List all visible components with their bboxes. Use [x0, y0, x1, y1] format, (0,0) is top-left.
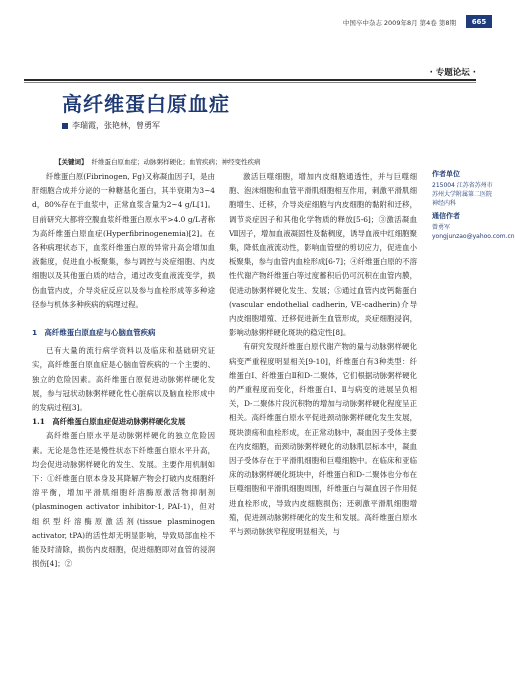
- authors: 李瑞霞，张艳林，曾勇军: [72, 121, 160, 130]
- body-column-right: [229, 170, 417, 539]
- paragraph: 有研究发现纤维蛋白原代谢产物的量与动脉粥样硬化病变严重程度明显相关[9-10]，纤维蛋白有3种类型：纤维蛋白Ⅰ、纤维蛋白Ⅱ和D-二聚体，它们根据动脉粥样硬化的严重程度而变化，纤维蛋白Ⅰ、Ⅱ与病变的进展呈负相关，D-二聚体片段沉积物的增加与动脉粥样硬化程度呈正相关。高纤维蛋白原水平促进颈动脉粥样硬化发生发展，斑块溃疡和血栓形成，在正常动脉中，凝血因子受体主要在内皮细胞，而颈动脉粥样硬化的动脉肌层标本中，凝血因子受体存在于平滑肌细胞和巨噬细胞中。在临床和亚临床的动脉粥样硬化斑块中，纤维蛋白和D-二聚体也分布在巨噬细胞和平滑肌细胞周围，纤维蛋白与凝血因子作用促进血栓形成，导致内皮细胞损伤；还刺激平滑肌细胞增殖，促进颈动脉粥样硬化的发生和发展。高纤维蛋白原水平与颈动脉狭窄程度明显相关，与: [229, 342, 417, 537]
- header-rule-thin: [24, 82, 476, 83]
- affiliation-line: 苏州大学附属第二医院: [432, 191, 493, 198]
- affiliation-label: 作者单位: [432, 170, 460, 178]
- author-sidebar: [432, 170, 515, 241]
- header-rule: [24, 79, 476, 81]
- correspondence-label: 通信作者: [432, 212, 460, 220]
- page-number-badge: 665: [466, 15, 492, 28]
- paragraph: 已有大量的流行病学资料以及临床和基础研究证实，高纤维蛋白原血症是心脑血管疾病的一个主要的、独立的危险因素。高纤维蛋白原促进动脉粥样硬化发展，参与冠状动脉粥样硬化性心脏病以及脑血栓形成中的发病过程[3]。: [32, 346, 215, 413]
- correspondence-name: 曾勇军: [432, 224, 451, 231]
- authors-line: [62, 120, 160, 131]
- keywords-label: 【关键词】: [55, 158, 88, 166]
- square-bullet-icon: [62, 123, 68, 129]
- keywords: [55, 157, 445, 166]
- subsection-heading: 1.1 高纤维蛋白原血症促进动脉粥样硬化发展: [32, 417, 186, 427]
- paragraph: 高纤维蛋白原水平是动脉粥样硬化的独立危险因素。无论是急性还是慢性状态下纤维蛋白原水平升高，均会促进动脉粥样硬化的发生、发展。主要作用机制如下：①纤维蛋白原本身及其降解产物会打破内皮细胞纤溶平衡，增加平滑肌细胞纤溶酶原激活物抑制剂(plasminogen activator inhibitor-1, PAI-1)，但对组织型纤溶酶原激活剂(tissue plasminogen activator, tPA)的活性却无明显影响，导致局部血栓不能及时清除，损伤内皮细胞，促进细胞即对血管的浸润损伤[4]；②: [32, 431, 215, 569]
- body-column-left: [32, 170, 215, 571]
- keywords-text: 纤维蛋白原血症；动脉粥样硬化；血管疾病；神经变性疾病: [91, 158, 261, 166]
- journal-info: 中国卒中杂志 2009年8月 第4卷 第8期: [342, 19, 456, 27]
- correspondence-email[interactable]: yongjunzao@yahoo.com.cn: [432, 233, 515, 240]
- section-heading: 1 高纤维蛋白原血症与心脑血管疾病: [32, 328, 156, 338]
- column-tag: · 专题论坛 ·: [429, 68, 476, 78]
- paragraph: 激活巨噬细胞，增加内皮细胞通透性，并与巨噬细胞、泡沫细胞和血管平滑肌细胞相互作用，刺激平滑肌细胞增生、迁移，介导炎症细胞与内皮细胞的黏附和迁移，调节炎症因子和其他化学物质的释放[5-6]；③激活凝血Ⅶ因子，增加血液凝固性及黏稠度，诱导血液中红细胞聚集，降低血液流动性，影响血管壁的剪切应力，促进血小板聚集，参与血管内血栓形成[6-7]；④纤维蛋白原的不溶性代谢产物纤维蛋白等过度蓄积后仍可沉积在血管内膜，促进动脉粥样硬化发生、发展；⑤通过血管内皮钙黏蛋白(vascular endothelial cadherin, VE-cadherin)介导内皮细胞增殖、迁移促进新生血管形成，炎症细胞浸润，影响动脉粥样硬化斑块的稳定性[8]。: [229, 172, 417, 338]
- paragraph: 纤维蛋白原(Fibrinogen, Fg)又称凝血因子Ⅰ，是由肝细胞合成并分泌的一种糖基化蛋白，其半衰期为3~4 d，80%存在于血浆中，正常血浆含量为2~4 g/L[1]。目前研究大都将空腹血浆纤维蛋白原水平>4.0 g/L者称为高纤维蛋白原血症(Hyperfibrinogenemia)[2]。在各种病理状态下，血浆纤维蛋白原的异常升高会增加血液黏度，促进血小板聚集，参与调控与炎症细胞、内皮细胞以及其他蛋白质的结合，通过改变血液流变学，损伤血管内皮，介导炎症反应以及参与血栓形成等多种途径参与机体多种疾病的病理过程。: [32, 172, 215, 309]
- affiliation-line: 神经内科: [432, 200, 457, 207]
- article-title: 高纤维蛋白原血症: [62, 92, 230, 116]
- affiliation-line: 215004 江苏省苏州市: [432, 182, 493, 189]
